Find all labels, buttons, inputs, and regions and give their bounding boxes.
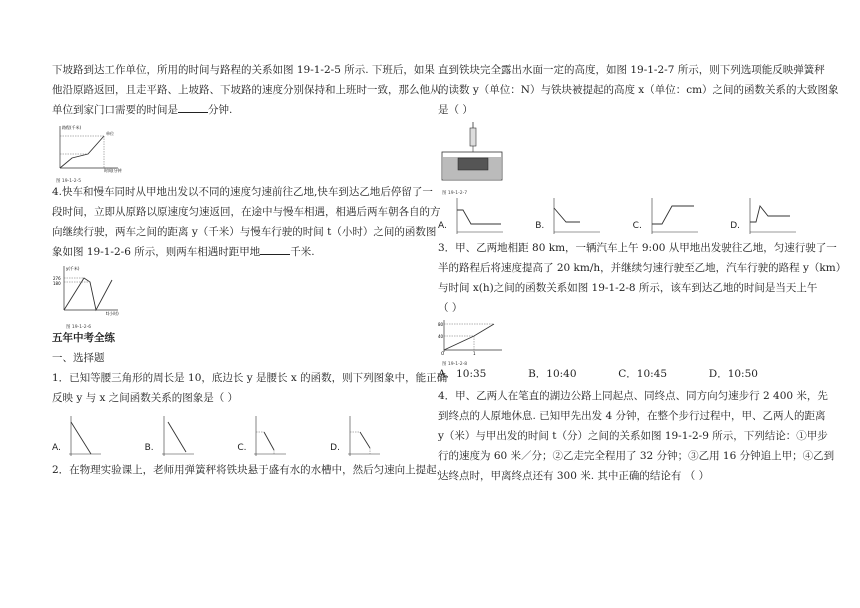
right-text-line: 的读数 y（单位：N）与铁块被提起的高度 x（单位：cm）之间的函数关系的大致图象 [438, 84, 839, 96]
answer-blank [178, 102, 208, 113]
left-text-line: 段时间，立即从原路以原速度匀速返回，在途中与慢车相遇，相遇后两车朝各自的方 [52, 206, 441, 218]
q1-option-a [52, 412, 103, 458]
option-label: C. [632, 221, 642, 231]
q1-option-c [237, 412, 288, 458]
answer-blank [260, 244, 290, 255]
right-text-line: 是（ ） [438, 104, 473, 116]
left-text-line: 下坡路到达工作单位，所用的时间与路程的关系如图 19-1-2-5 所示. 下班后，如果 [52, 64, 435, 76]
left-text-line [52, 100, 427, 120]
option-label: C. [237, 443, 247, 453]
left-text: 千米. [290, 246, 315, 258]
fig8-ytick: 80 [438, 322, 444, 327]
fig8-ytick: 40 [438, 334, 444, 339]
q2-options [438, 192, 798, 236]
car-distance-graph [438, 318, 508, 356]
right-text-line: 3．甲、乙两地相距 80 km，一辆汽车上午 9:00 从甲地出发驶往乙地，匀速行驶了一 [438, 242, 837, 254]
right-text-line: （ ） [438, 302, 463, 314]
right-text-line: 到终点的人原地休息. 已知甲先出发 4 分钟，在整个步行过程中，甲、乙两人的距离 [438, 410, 826, 422]
left-text-line: 向继续行驶，两车之间的距离 y（千米）与慢车行驶的时间 t（小时）之间的函数图 [52, 226, 437, 238]
figure-caption: 图 19-1-2-8 [442, 362, 468, 367]
choice: D．10:50 [708, 368, 758, 380]
left-text: 分钟. [208, 104, 233, 116]
fig6-xlabel: t(小时) [106, 311, 119, 316]
spring-scale-tank-icon [438, 122, 508, 184]
figure-caption: 图 19-1-2-7 [442, 191, 468, 196]
option-label: B. [144, 443, 154, 453]
right-column [438, 60, 847, 486]
option-label: D. [730, 221, 740, 231]
right-text-line: 半的路程后将速度提高了 20 km/h，并继续匀速行驶至乙地，汽车行驶的路程 y（km） [438, 262, 847, 274]
q2-option-d [730, 192, 798, 236]
option-label: A. [438, 221, 447, 231]
fig6-ylabel: y(千米) [66, 266, 80, 271]
two-cars-graph [52, 264, 122, 318]
q1-option-d [330, 412, 382, 458]
fig5-point-label: 单位 [106, 131, 114, 136]
left-text-line: 他沿原路返回，且走平路、上坡路、下坡路的速度分别保持和上班时一致，那么他从 [52, 84, 441, 96]
fig5-ylabel: 路程(千米) [62, 125, 82, 130]
left-text: 单位到家门口需要的时间是 [52, 104, 178, 116]
right-text-line: 达终点时，甲离终点还有 300 米. 其中正确的结论有 （ ） [438, 470, 710, 482]
section-heading: 五年中考全练 [52, 332, 115, 344]
figure-19-1-2-5 [52, 124, 427, 182]
right-text-line: 行的速度为 60 米／分；②乙走完全程用了 32 分钟；③乙用 16 分钟追上甲；④乙到 [438, 450, 835, 462]
left-text-line: 2．在物理实验课上，老师用弹簧秤将铁块悬于盛有水的水槽中，然后匀速向上提起， [52, 464, 448, 476]
q1-option-b [145, 412, 196, 458]
fig5-xlabel: 时间(分钟) [104, 168, 122, 173]
fig8-xtick: O [441, 351, 445, 356]
q1-options [52, 412, 382, 458]
left-text-line: 反映 y 与 x 之间函数关系的图象是（ ） [52, 392, 239, 404]
subsection-heading: 一、选择题 [52, 352, 105, 364]
left-text-line [52, 242, 427, 262]
distance-time-graph [52, 124, 122, 174]
option-label: B. [535, 221, 545, 231]
right-text-line: 直到铁块完全露出水面一定的高度，如图 19-1-2-7 所示，则下列选项能反映弹簧秤 [438, 64, 825, 76]
fig6-ytick: 276 [53, 276, 61, 281]
figure-19-1-2-6 [52, 264, 427, 328]
left-text: 象如图 19-1-2-6 所示，则两车相遇时距甲地 [52, 246, 261, 258]
right-text-line: y（米）与甲出发的时间 t（分）之间的关系如图 19-1-2-9 所示，下列结论：①甲步 [438, 430, 828, 442]
left-text-line: 1．已知等腰三角形的周长是 10，底边长 y 是腰长 x 的函数，则下列图象中，能正确 [52, 372, 448, 384]
choice: A．10:35 [438, 368, 487, 380]
q2-option-b [535, 192, 602, 236]
option-label: D. [330, 443, 340, 453]
q3-choices [438, 364, 758, 384]
figure-caption: 图 19-1-2-5 [56, 179, 82, 184]
left-text-line: 4.快车和慢车同时从甲地出发以不同的速度匀速前往乙地,快车到达乙地后停留了一 [52, 186, 433, 198]
right-text-line: 4．甲、乙两人在笔直的湖边公路上同起点、同终点、同方向匀速步行 2 400 米，先 [438, 390, 828, 402]
fig6-ytick: 180 [53, 281, 61, 286]
choice: B．10:40 [528, 368, 577, 380]
figure-19-1-2-7 [438, 122, 818, 196]
figure-caption: 图 19-1-2-6 [66, 325, 92, 330]
choice: C．10:45 [618, 368, 668, 380]
figure-19-1-2-8 [438, 318, 818, 367]
fig8-xtick: 1 [473, 351, 476, 356]
q2-option-c [633, 192, 700, 236]
right-text-line: 与时间 x(h)之间的函数关系如图 19-1-2-8 所示，该车到达乙地的时间是当天上午 [438, 282, 818, 294]
option-label: A. [52, 443, 61, 453]
